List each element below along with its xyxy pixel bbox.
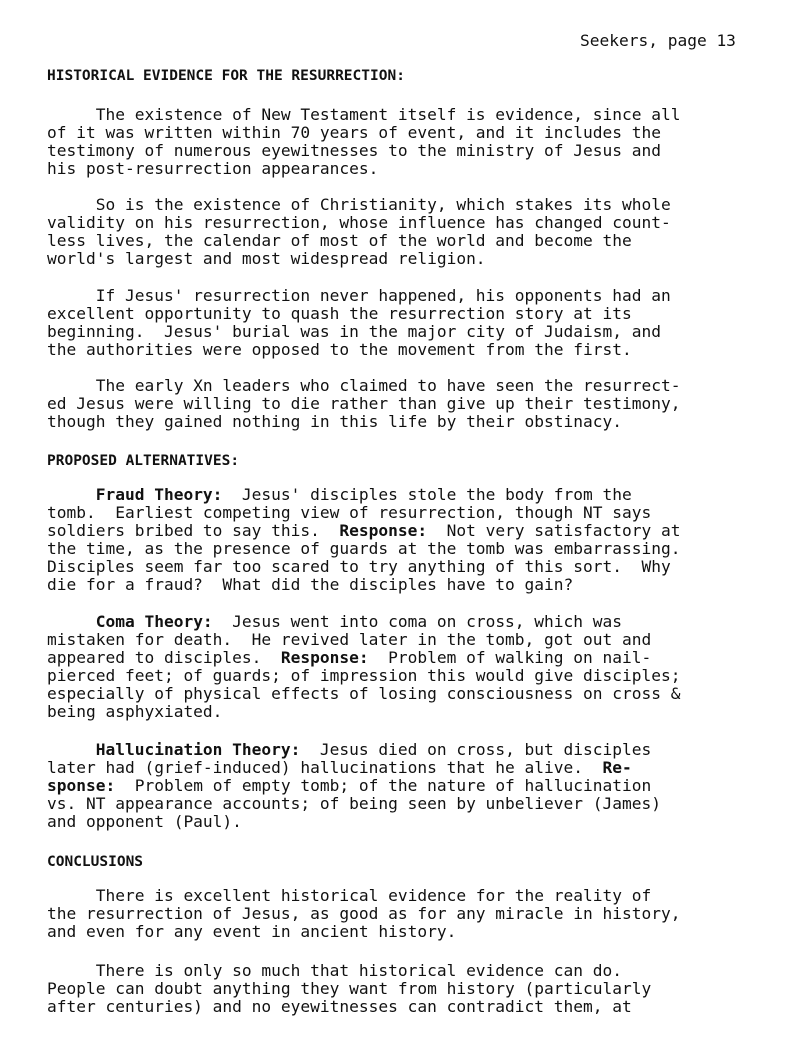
text-line: The existence of New Testament itself is evidence, since all (47, 105, 681, 124)
text-line: There is excellent historical evidence for the reality of (47, 886, 652, 905)
text-line: the resurrection of Jesus, as good as for any miracle in history, (47, 904, 681, 923)
fraud-theory-label: Fraud Theory: (95, 485, 223, 504)
response-label: sponse: (47, 776, 116, 795)
text-line: his post-resurrection appearances. (47, 159, 379, 178)
text-line: testimony of numerous eyewitnesses to the ministry of Jesus and (47, 141, 661, 160)
text-line: pierced feet; of guards; of impression this would give disciples; (47, 666, 681, 685)
text-line: the authorities were opposed to the movement from the first. (47, 340, 632, 359)
text-line: vs. NT appearance accounts; of being seen by unbeliever (James) (47, 794, 661, 813)
page-header: Seekers, page 13 (580, 31, 736, 50)
section-heading-evidence: HISTORICAL EVIDENCE FOR THE RESURRECTION: (47, 68, 405, 84)
text-line: mistaken for death. He revived later in the tomb, got out and (47, 630, 652, 649)
text-line: after centuries) and no eyewitnesses can contradict them, at (47, 997, 632, 1016)
text-line: Disciples seem far too scared to try anything of this sort. Why (47, 557, 671, 576)
hallucination-theory-label: Hallucination Theory: (95, 740, 301, 759)
text-line: world's largest and most widespread religion. (47, 249, 486, 268)
text-line: less lives, the calendar of most of the world and become the (47, 231, 632, 250)
section-heading-alternatives: PROPOSED ALTERNATIVES: (47, 453, 240, 469)
text-line: especially of physical effects of losing consciousness on cross & (47, 684, 681, 703)
text-line: soldiers bribed to say this. Response: Not very satisfactory at (47, 521, 681, 540)
text-line: Coma Theory: Jesus went into coma on cross, which was (95, 612, 623, 631)
text-line: and even for any event in ancient history. (47, 922, 457, 941)
text-line: There is only so much that historical evidence can do. (47, 961, 622, 980)
text-line: If Jesus' resurrection never happened, his opponents had an (47, 286, 671, 305)
text-line: and opponent (Paul). (47, 812, 242, 831)
response-label: Response: (339, 521, 428, 540)
text-line: though they gained nothing in this life by their obstinacy. (47, 412, 622, 431)
text-line: excellent opportunity to quash the resurrection story at its (47, 304, 632, 323)
text-line: sponse: Problem of empty tomb; of the nature of hallucination (47, 776, 652, 795)
text-line: the time, as the presence of guards at the tomb was embarrassing. (47, 539, 681, 558)
text-line: Hallucination Theory: Jesus died on cross, but disciples (95, 740, 652, 759)
text-line: ed Jesus were willing to die rather than give up their testimony, (47, 394, 681, 413)
response-label: Re- (602, 758, 632, 777)
text-line: later had (grief-induced) hallucinations that he alive. Re- (47, 758, 632, 777)
text-line: The early Xn leaders who claimed to have seen the resurrect- (47, 376, 681, 395)
text-line: beginning. Jesus' burial was in the major city of Judaism, and (47, 322, 661, 341)
text-line: validity on his resurrection, whose influence has changed count- (47, 213, 671, 232)
text-line: appeared to disciples. Response: Problem of walking on nail- (47, 648, 652, 667)
response-label: Response: (280, 648, 369, 667)
coma-theory-label: Coma Theory: (95, 612, 213, 631)
text-line: tomb. Earliest competing view of resurrection, though NT says (47, 503, 652, 522)
text-line: So is the existence of Christianity, which stakes its whole (47, 195, 671, 214)
text-line: People can doubt anything they want from history (particularly (47, 979, 652, 998)
text-line: Fraud Theory: Jesus' disciples stole the body from the (95, 485, 632, 504)
text-line: die for a fraud? What did the disciples have to gain? (47, 575, 574, 594)
text-line: of it was written within 70 years of event, and it includes the (47, 123, 661, 142)
text-line: being asphyxiated. (47, 702, 223, 721)
section-heading-conclusions: CONCLUSIONS (47, 854, 144, 870)
